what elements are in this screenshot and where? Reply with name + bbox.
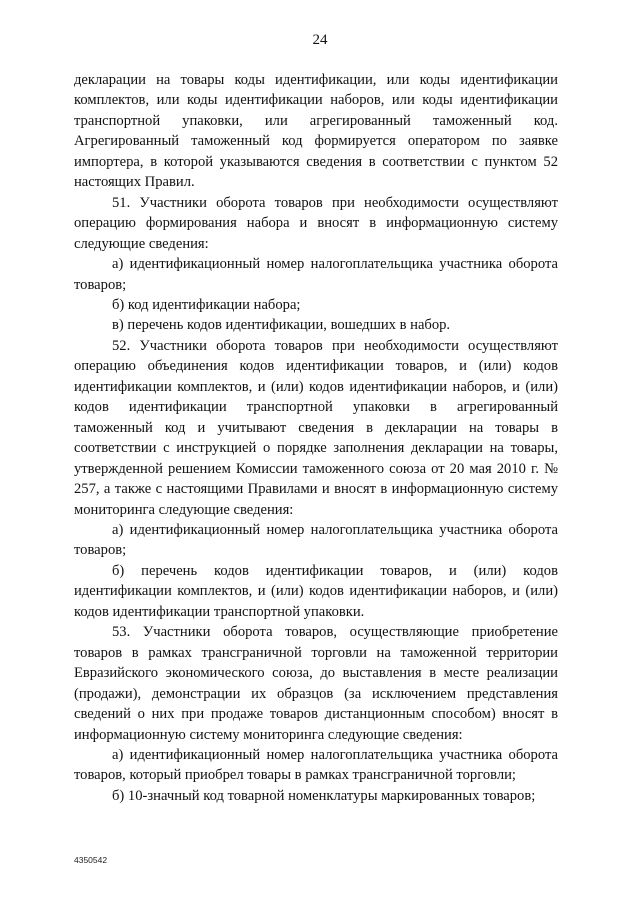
page-number: 24 bbox=[312, 32, 328, 48]
paragraph-51-item-b: б) код идентификации набора; bbox=[112, 296, 301, 313]
paragraph-continuation: декларации на товары коды идентификации, или коды идентификации комплектов, или коды идентификации наборов, или коды идентификации транспортной упаковки, или агрегированный таможенный код. Агрегированный таможенный код формируется оператором по заявке импортера, в которой указываются сведения в соответствии с пунктом 52 настоящих Правил. bbox=[74, 72, 558, 191]
paragraph-53-item-a: а) идентификационный номер налогоплательщика участника оборота товаров, который приобрел товары в рамках трансграничной торговли; bbox=[74, 746, 558, 784]
document-code: 4350542 bbox=[74, 855, 108, 865]
paragraph-52-item-b: б) перечень кодов идентификации товаров, и (или) кодов идентификации комплектов, и (или) кодов идентификации наборов, и (или) кодов идентификации транспортной упаковки. bbox=[74, 562, 558, 620]
document-body bbox=[74, 70, 558, 806]
paragraph-51: 51. Участники оборота товаров при необходимости осуществляют операцию формирования набора и вносят в информационную систему следующие сведения: bbox=[74, 194, 558, 252]
paragraph-53-item-b: б) 10-значный код товарной номенклатуры маркированных товаров; bbox=[112, 787, 536, 804]
paragraph-52-item-a: а) идентификационный номер налогоплательщика участника оборота товаров; bbox=[74, 521, 558, 559]
paragraph-52: 52. Участники оборота товаров при необходимости осуществляют операцию объединения кодов идентификации товаров, и (или) кодов идентификации комплектов, и (или) кодов идентификации наборов, и (или) кодов идентификации транспортной упаковки в агрегированный таможенный код и учитывают сведения в декларации на товары в соответствии с инструкцией о порядке заполнения декларации на товары, утвержденной решением Комиссии таможенного союза от 20 мая 2010 г. № 257, а также с настоящими Правилами и вносят в информационную систему мониторинга следующие сведения: bbox=[74, 337, 558, 518]
paragraph-53: 53. Участники оборота товаров, осуществляющие приобретение товаров в рамках трансграничной торговли на таможенной территории Евразийского экономического союза, до выставления в месте реализации (продажи), демонстрации их образцов (за исключением представления сведений о них при продаже товаров дистанционным способом) вносят в информационную систему мониторинга следующие сведения: bbox=[74, 624, 558, 743]
paragraph-51-item-c: в) перечень кодов идентификации, вошедших в набор. bbox=[112, 317, 451, 334]
paragraph-51-item-a: а) идентификационный номер налогоплательщика участника оборота товаров; bbox=[74, 256, 558, 293]
